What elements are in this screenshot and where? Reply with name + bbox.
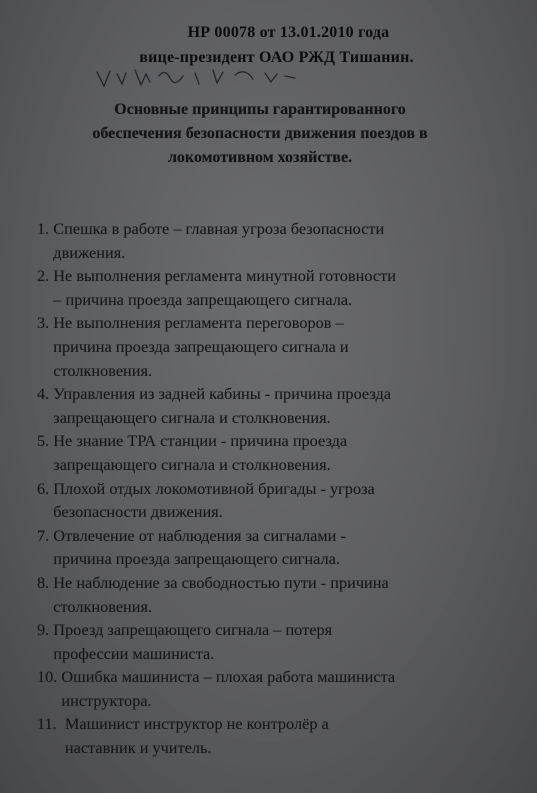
item-line: столкновения.	[53, 596, 153, 616]
item-text	[53, 382, 527, 429]
item-line: Не знание ТРА станции - причина проезда	[53, 431, 348, 451]
title-line: обеспечения безопасности движения поездов в	[92, 125, 428, 142]
item-text	[53, 477, 527, 524]
list-item	[37, 618, 527, 665]
item-line: Плохой отдых локомотивной бригады - угроза	[53, 478, 375, 498]
item-line: причина проезда запрещающего сигнала и	[53, 336, 349, 356]
item-text	[53, 429, 527, 476]
document-number-line: НР 00078 от 13.01.2010 года	[187, 24, 390, 41]
item-number: 3.	[37, 313, 54, 333]
list-item	[37, 382, 527, 429]
item-line: наставник и учитель.	[64, 738, 212, 758]
item-number: 1.	[37, 219, 54, 238]
item-text	[53, 217, 527, 264]
item-line: Машинист инструктор не контролёр а	[64, 714, 329, 734]
item-line: инструктора.	[61, 690, 152, 710]
item-text	[53, 618, 527, 665]
item-line: Отвлечение от наблюдения за сигналами -	[53, 525, 346, 545]
item-line: запрещающего сигнала и столкновения.	[53, 454, 331, 474]
item-line: столкновения.	[53, 360, 153, 380]
title-line: Основные принципы гарантированного	[114, 101, 406, 118]
item-text	[53, 311, 527, 382]
list-item	[37, 524, 527, 571]
item-number: 11.	[37, 714, 65, 734]
handwritten-signature	[95, 64, 305, 90]
item-text	[53, 524, 527, 571]
item-number: 4.	[37, 384, 54, 404]
principles-list	[37, 217, 527, 760]
item-number: 2.	[37, 266, 54, 286]
item-text	[61, 665, 527, 712]
document-title	[20, 98, 500, 170]
item-line: Управления из задней кабины - причина проезда	[53, 384, 391, 404]
item-line: профессии машиниста.	[53, 643, 215, 663]
list-item	[37, 571, 527, 618]
item-line: Проезд запрещающего сигнала – потеря	[53, 620, 333, 640]
item-line: Ошибка машиниста – плохая работа машиниста	[61, 667, 396, 687]
list-item	[37, 429, 527, 476]
list-item	[37, 665, 527, 712]
item-line: Не выполнения регламента переговоров –	[53, 313, 344, 333]
list-item	[37, 477, 527, 524]
item-line: Не наблюдение за свободностью пути - причина	[53, 572, 389, 592]
item-line: Спешка в работе – главная угроза безопасности	[53, 219, 385, 238]
item-line: движения.	[53, 242, 126, 262]
item-number: 6.	[37, 478, 54, 498]
title-line: локомотивном хозяйстве.	[167, 149, 353, 166]
list-item	[37, 712, 527, 759]
item-number: 7.	[37, 525, 54, 545]
item-text	[53, 264, 527, 311]
item-number: 9.	[37, 620, 54, 640]
item-line: безопасности движения.	[53, 502, 223, 522]
item-line: причина проезда запрещающего сигнала.	[53, 549, 340, 569]
item-line: – причина проезда запрещающего сигнала.	[53, 289, 353, 309]
item-line: запрещающего сигнала и столкновения.	[53, 407, 331, 427]
list-item	[37, 264, 527, 311]
list-item	[37, 217, 527, 264]
list-item	[37, 311, 527, 382]
item-number: 10.	[37, 667, 62, 687]
signatory-line: вице-президент ОАО РЖД Тишанин.	[139, 49, 414, 66]
item-line: Не выполнения регламента минутной готовности	[53, 266, 396, 286]
item-text	[65, 712, 527, 759]
item-number: 5.	[37, 431, 54, 451]
item-text	[53, 571, 527, 618]
item-number: 8.	[37, 572, 54, 592]
